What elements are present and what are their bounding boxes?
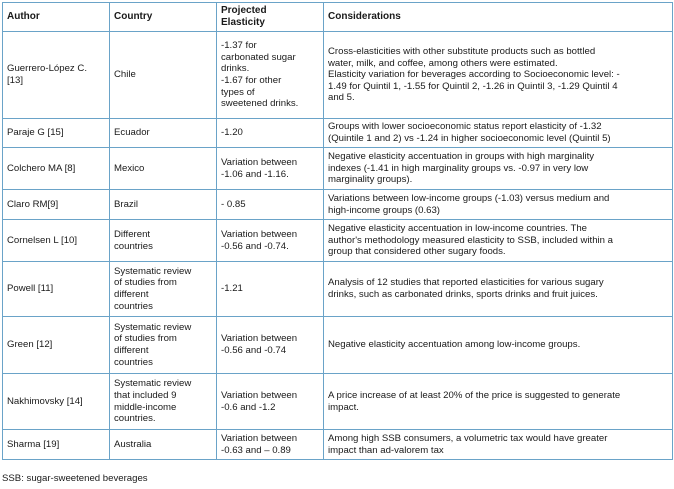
cell-considerations: Negative elasticity accentuation in groups with high marginality indexes (-1.41 in high marginality groups vs. -0.97 in very low marginality groups).: [324, 148, 673, 190]
cell-author: Colchero MA [8]: [3, 148, 110, 190]
cell-country: Systematic review that included 9 middle-income countries.: [110, 374, 217, 430]
cell-author: Cornelsen L [10]: [3, 220, 110, 262]
cell-elasticity: Variation between -0.56 and -0.74.: [217, 220, 324, 262]
cell-considerations: Variations between low-income groups (-1.03) versus medium and high-income groups (0.63): [324, 190, 673, 220]
header-author: Author: [3, 3, 110, 32]
cell-country: Australia: [110, 430, 217, 460]
cell-elasticity: - 0.85: [217, 190, 324, 220]
cell-considerations: Groups with lower socioeconomic status report elasticity of -1.32 (Quintile 1 and 2) vs -1.24 in higher socioeconomic level (Quintil 5): [324, 119, 673, 148]
header-projected-elasticity: Projected Elasticity: [217, 3, 324, 32]
table-footnote: SSB: sugar-sweetened beverages: [2, 473, 148, 484]
cell-country: Systematic review of studies from different countries: [110, 317, 217, 374]
cell-elasticity: -1.20: [217, 119, 324, 148]
cell-considerations: Cross-elasticities with other substitute products such as bottled water, milk, and coffee, among others were estimated. Elasticity variation for beverages according to Socioeconomic level: - 1.49 for Quintil 1, -1.55 for Quintil 2, -1.26 in Quintil 3, -1.29 Quintil 4 and 5.: [324, 32, 673, 119]
cell-country: Systematic review of studies from different countries: [110, 262, 217, 317]
cell-author: Nakhimovsky [14]: [3, 374, 110, 430]
table-row: [3, 317, 673, 374]
table-row: [3, 220, 673, 262]
table-row: [3, 262, 673, 317]
cell-elasticity: Variation between -0.6 and -1.2: [217, 374, 324, 430]
cell-elasticity: -1.21: [217, 262, 324, 317]
table-row: [3, 32, 673, 119]
cell-considerations: Negative elasticity accentuation among low-income groups.: [324, 317, 673, 374]
cell-author: Claro RM[9]: [3, 190, 110, 220]
cell-considerations: Among high SSB consumers, a volumetric tax would have greater impact than ad-valorem tax: [324, 430, 673, 460]
cell-country: Ecuador: [110, 119, 217, 148]
cell-author: Sharma [19]: [3, 430, 110, 460]
header-country: Country: [110, 3, 217, 32]
cell-country: Chile: [110, 32, 217, 119]
cell-country: Different countries: [110, 220, 217, 262]
table-row: [3, 148, 673, 190]
cell-considerations: A price increase of at least 20% of the price is suggested to generate impact.: [324, 374, 673, 430]
cell-considerations: Negative elasticity accentuation in low-income countries. The author's methodology measured elasticity to SSB, included within a group that considered other sugary foods.: [324, 220, 673, 262]
cell-considerations: Analysis of 12 studies that reported elasticities for various sugary drinks, such as carbonated drinks, sports drinks and fruit juices.: [324, 262, 673, 317]
cell-author: Guerrero-López C. [13]: [3, 32, 110, 119]
table-row: [3, 374, 673, 430]
elasticity-table-container: [2, 2, 672, 460]
cell-elasticity: Variation between -0.63 and – 0.89: [217, 430, 324, 460]
cell-elasticity: Variation between -0.56 and -0.74: [217, 317, 324, 374]
cell-country: Mexico: [110, 148, 217, 190]
cell-country: Brazil: [110, 190, 217, 220]
header-considerations: Considerations: [324, 3, 673, 32]
table-row: [3, 430, 673, 460]
table-row: [3, 119, 673, 148]
cell-elasticity: -1.37 for carbonated sugar drinks. -1.67 for other types of sweetened drinks.: [217, 32, 324, 119]
elasticity-table: [2, 2, 673, 460]
cell-author: Powell [11]: [3, 262, 110, 317]
table-row: [3, 190, 673, 220]
cell-author: Paraje G [15]: [3, 119, 110, 148]
cell-elasticity: Variation between -1.06 and -1.16.: [217, 148, 324, 190]
cell-author: Green [12]: [3, 317, 110, 374]
table-header-row: [3, 3, 673, 32]
